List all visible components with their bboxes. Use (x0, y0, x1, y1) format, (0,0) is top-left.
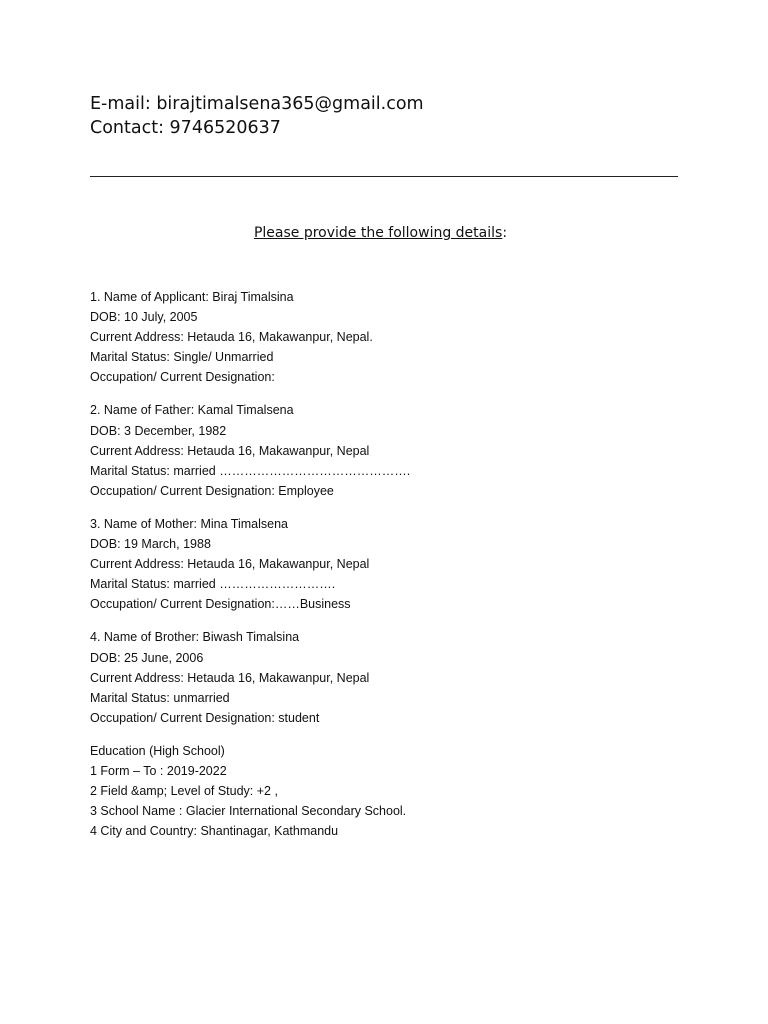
form-heading (0, 223, 761, 243)
applicant-marital-status: Marital Status: Single/ Unmarried (90, 350, 274, 365)
mother-address: Current Address: Hetauda 16, Makawanpur, Nepal (90, 557, 370, 572)
applicant-dob: DOB: 10 July, 2005 (90, 310, 198, 325)
contact-number-line: Contact: 9746520637 (90, 118, 281, 138)
mother-section (90, 514, 410, 614)
brother-address: Current Address: Hetauda 16, Makawanpur, Nepal (90, 670, 370, 685)
father-marital-status: Marital Status: married ………………………………………. (90, 463, 411, 478)
mother-dob: DOB: 19 March, 1988 (90, 537, 211, 552)
brother-occupation: Occupation/ Current Designation: student (90, 710, 320, 725)
education-city-country: 4 City and Country: Shantinagar, Kathmandu (90, 824, 339, 839)
mother-name: 3. Name of Mother: Mina Timalsena (90, 516, 288, 531)
brother-dob: DOB: 25 June, 2006 (90, 650, 204, 665)
father-address: Current Address: Hetauda 16, Makawanpur, Nepal (90, 443, 370, 458)
education-section (90, 741, 410, 841)
education-field-level: 2 Field &amp; Level of Study: +2 , (90, 784, 278, 799)
details-body (90, 287, 410, 854)
form-heading-text: Please provide the following details (253, 225, 503, 241)
mother-occupation: Occupation/ Current Designation:……Business (90, 597, 351, 612)
brother-marital-status: Marital Status: unmarried (90, 690, 230, 705)
brother-name: 4. Name of Brother: Biwash Timalsina (90, 630, 300, 645)
applicant-section (90, 287, 410, 387)
education-heading: Education (High School) (90, 743, 225, 758)
father-dob: DOB: 3 December, 1982 (90, 423, 227, 438)
applicant-name: 1. Name of Applicant: Biraj Timalsina (90, 290, 294, 304)
education-period: 1 Form – To : 2019-2022 (90, 763, 227, 778)
father-section (90, 400, 410, 500)
education-school-name: 3 School Name : Glacier International Secondary School. (90, 804, 407, 819)
father-name: 2. Name of Father: Kamal Timalsena (90, 403, 294, 418)
brother-section (90, 627, 410, 727)
email-line: E-mail: birajtimalsena365@gmail.com (90, 94, 424, 114)
applicant-address: Current Address: Hetauda 16, Makawanpur, Nepal. (90, 330, 373, 345)
horizontal-divider (90, 176, 678, 177)
applicant-occupation: Occupation/ Current Designation: (90, 370, 275, 385)
form-heading-colon: : (502, 225, 508, 241)
father-occupation: Occupation/ Current Designation: Employee (90, 483, 334, 498)
mother-marital-status: Marital Status: married ………………………. (90, 577, 336, 592)
contact-block (90, 92, 424, 140)
